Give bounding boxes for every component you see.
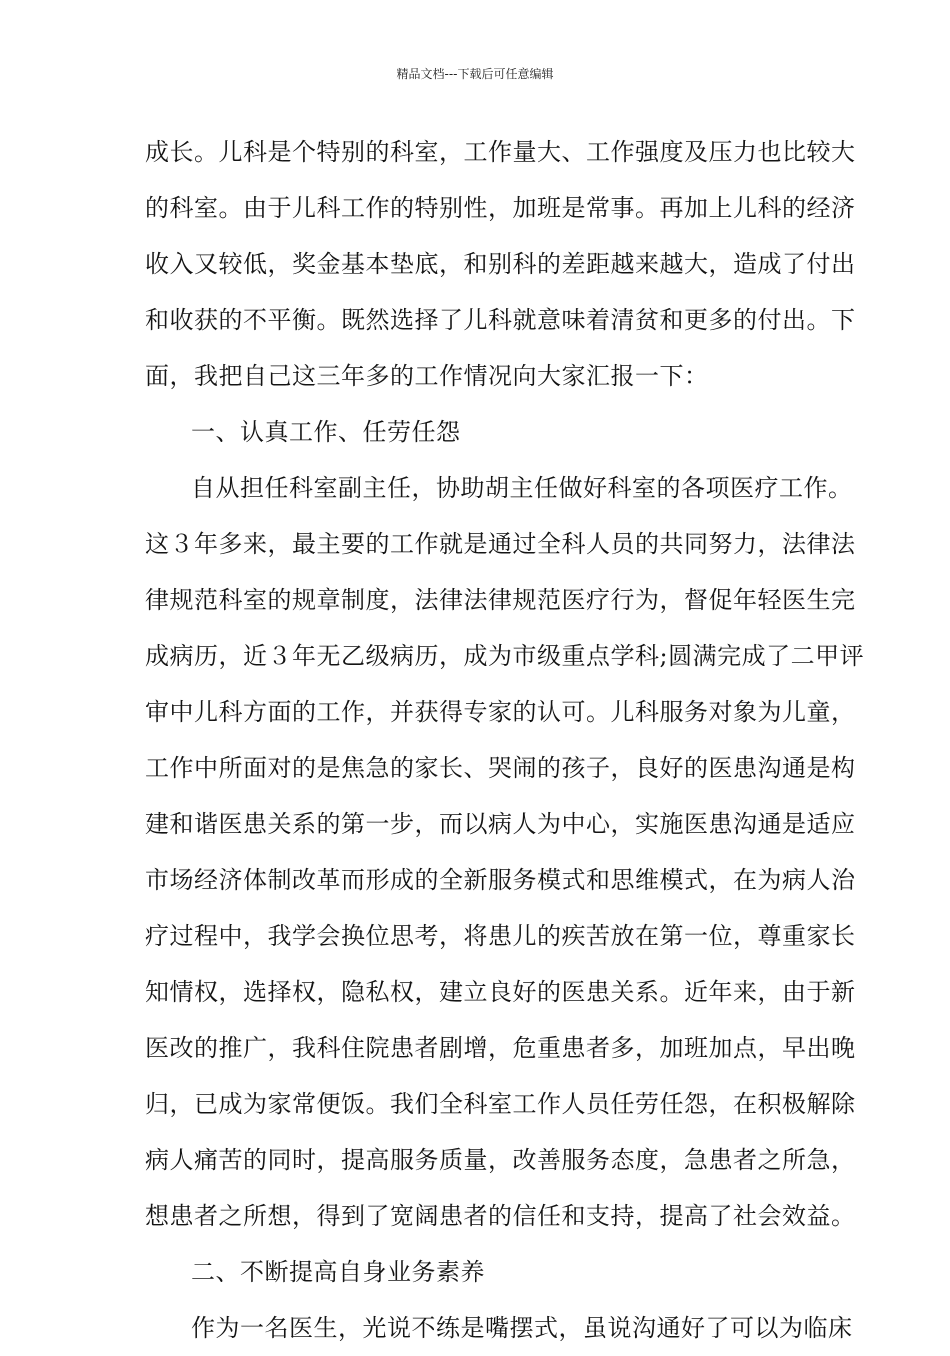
text-line: 审中儿科方面的工作，并获得专家的认可。儿科服务对象为儿童，	[145, 698, 856, 726]
document-body	[145, 124, 865, 1356]
text-line: 的科室。由于儿科工作的特别性，加班是常事。再加上儿科的经济	[145, 194, 856, 222]
text-line: 建和谐医患关系的第一步，而以病人为中心，实施医患沟通是适应	[145, 810, 856, 838]
text-line: 面，我把自己这三年多的工作情况向大家汇报一下：	[145, 362, 709, 390]
section-heading-1: 一、认真工作、任劳任怨	[191, 418, 461, 446]
text-line: 归，已成为家常便饭。我们全科室工作人员任劳任怨，在积极解除	[145, 1090, 856, 1118]
text-line: 作为一名医生，光说不练是嘴摆式，虽说沟通好了可以为临床	[191, 1314, 853, 1342]
text-line: 医改的推广，我科住院患者剧增，危重患者多，加班加点，早出晚	[145, 1034, 856, 1062]
text-line: 疗过程中，我学会换位思考，将患儿的疾苦放在第一位，尊重家长	[145, 922, 856, 950]
text-line: 收入又较低，奖金基本垫底，和别科的差距越来越大，造成了付出	[145, 250, 856, 278]
text-line: 成病历，近３年无乙级病历，成为市级重点学科;圆满完成了二甲评	[145, 642, 865, 670]
text-line: 市场经济体制改革而形成的全新服务模式和思维模式，在为病人治	[145, 866, 856, 894]
text-line: 和收获的不平衡。既然选择了儿科就意味着清贫和更多的付出。下	[145, 306, 856, 334]
text-line: 自从担任科室副主任，协助胡主任做好科室的各项医疗工作。	[191, 474, 853, 502]
text-line: 知情权，选择权，隐私权，建立良好的医患关系。近年来，由于新	[145, 978, 856, 1006]
page-header: 精品文档---下载后可任意编辑	[396, 67, 554, 81]
section-heading-2: 二、不断提高自身业务素养	[191, 1258, 485, 1286]
text-line: 工作中所面对的是焦急的家长、哭闹的孩子，良好的医患沟通是构	[145, 754, 856, 782]
text-line: 成长。儿科是个特别的科室，工作量大、工作强度及压力也比较大	[145, 138, 856, 166]
text-line: 病人痛苦的同时，提高服务质量，改善服务态度，急患者之所急，	[145, 1146, 856, 1174]
text-line: 律规范科室的规章制度，法律法律规范医疗行为，督促年轻医生完	[145, 586, 856, 614]
text-line: 想患者之所想，得到了宽阔患者的信任和支持，提高了社会效益。	[145, 1202, 856, 1230]
text-line: 这３年多来，最主要的工作就是通过全科人员的共同努力，法律法	[145, 530, 856, 558]
